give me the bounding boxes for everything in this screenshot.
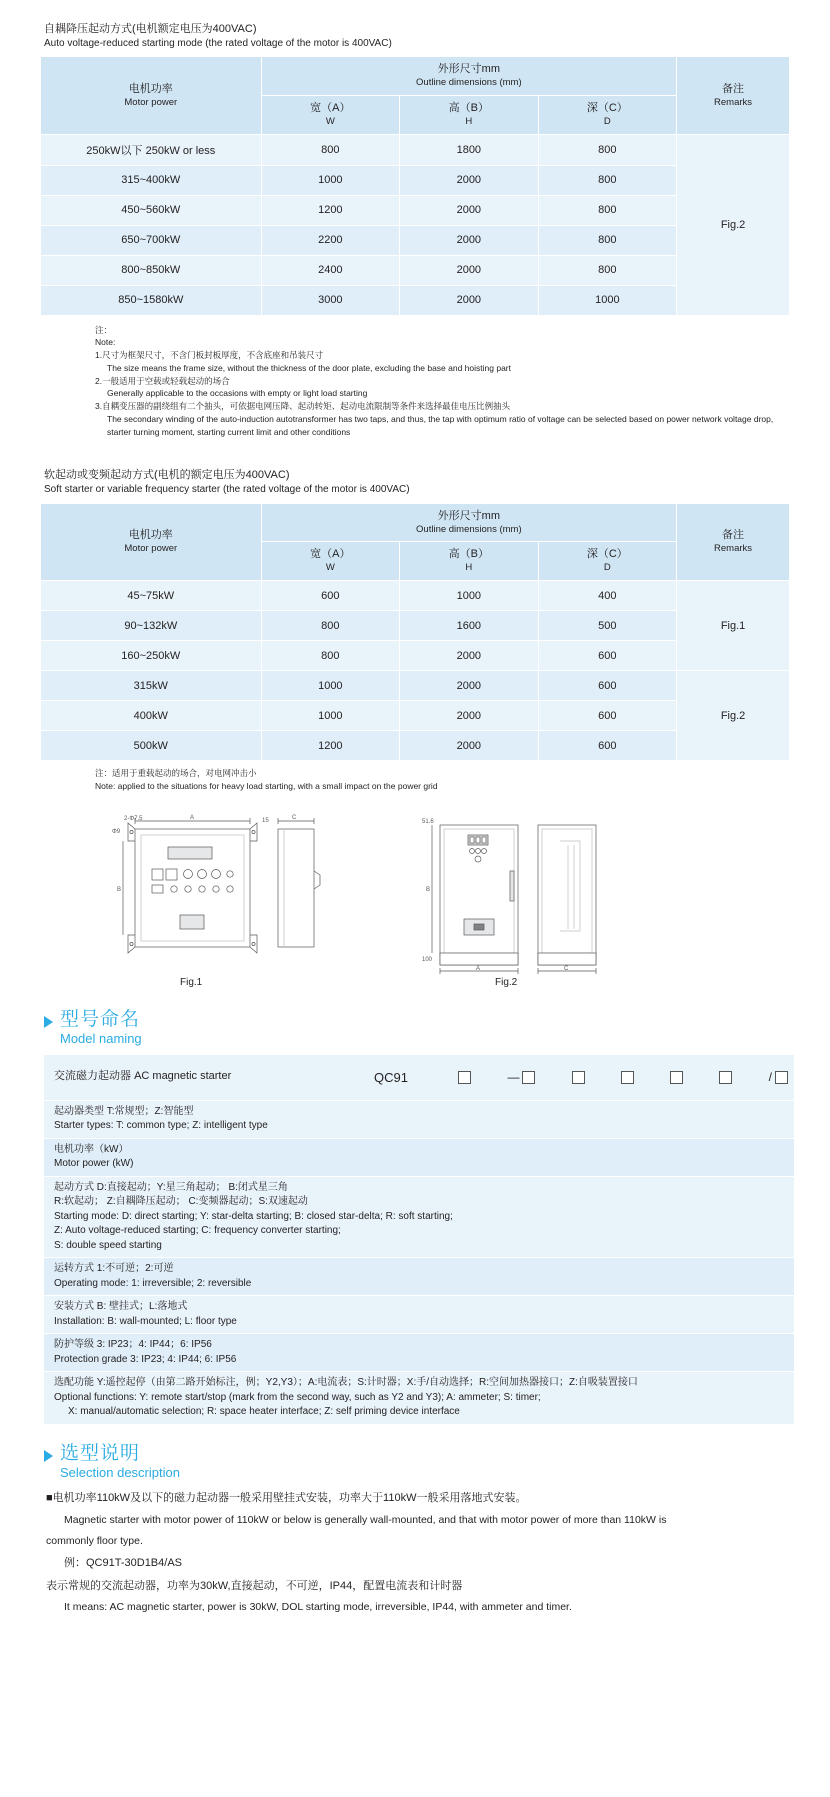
naming-row-en: Starting mode: D: direct starting; Y: star-delta starting; B: closed star-delta; R: soft starting; [54,1210,453,1222]
cell-width: 2400 [261,255,400,285]
svg-text:B: B [426,887,431,894]
naming-row-starter-type [44,1101,794,1139]
section1-notes [95,324,790,439]
naming-row-en: Operating mode: 1: irreversible; 2: reversible [54,1277,252,1289]
naming-row-cn: 安装方式 B: 壁挂式；L:落地式 [54,1301,188,1313]
cell-depth: 800 [538,255,677,285]
model-code: QC91 [374,1069,408,1085]
note-line: The size means the frame size, without the thickness of the door plate, excluding the base and hoisting part [107,362,511,373]
selection-line2-cn: 例：QC91T-30D1B4/AS [64,1557,182,1570]
header-motor-power: 电机功率 Motor power [41,57,262,134]
cell-motor-power: 160~250kW [41,641,262,671]
naming-code-row [44,1055,794,1101]
naming-row-en: Motor power (kW) [54,1158,134,1170]
code-box-protection-grade [719,1071,732,1084]
cell-height: 2000 [400,255,539,285]
naming-row-operating-mode [44,1258,794,1296]
note-line: 3.自耦变压器的副绕组有二个抽头，可依据电网压降、起动转矩、起动电流限制等条件来选择最佳电压比例抽头 [95,401,511,412]
triangle-bullet-icon [44,1016,53,1028]
cell-remark: Fig.1 [677,581,790,671]
cell-height: 2000 [400,731,539,761]
table-row [41,581,790,611]
cell-height: 2000 [400,641,539,671]
cell-depth: 600 [538,731,677,761]
code-box-starting-mode [572,1071,585,1084]
cell-width: 1000 [261,671,400,701]
section2-caption-cn: 软起动或变频起动方式(电机的额定电压为400VAC) [44,469,290,482]
cell-depth: 800 [538,165,677,195]
naming-title-cn: 交流磁力起动器 [54,1070,131,1083]
naming-row-cn: 选配功能 Y:遥控起停（由第二路开始标注，例；Y2,Y3）；A:电流表；S:计时器；X:手/自动选择；R:空间加热器接口；Z:自吸装置接口 [54,1377,638,1389]
naming-row-installation [44,1296,794,1334]
cell-motor-power: 850~1580kW [41,285,262,315]
header-width: 宽（A） W [261,96,400,135]
naming-row-en: Installation: B: wall-mounted; L: floor type [54,1315,237,1327]
naming-row-en: Protection grade 3: IP23; 4: IP44; 6: IP56 [54,1353,237,1365]
selection-title-en: Selection description [60,1464,180,1480]
section1-caption-cn: 自耦降压起动方式(电机额定电压为400VAC) [44,23,257,35]
cell-width: 800 [261,641,400,671]
table-header-row [41,57,790,96]
table-row [41,671,790,701]
naming-row-cn: 运转方式 1:不可逆；2:可逆 [54,1263,174,1275]
cell-motor-power: 800~850kW [41,255,262,285]
cell-motor-power: 250kW以下 250kW or less [41,134,262,165]
header-depth: 深（C） D [538,542,677,581]
cell-motor-power: 650~700kW [41,225,262,255]
soft-starter-table [40,503,790,761]
header-remarks: 备注 Remarks [677,57,790,134]
triangle-bullet-icon [44,1450,53,1462]
code-box-operating-mode [621,1071,634,1084]
note-line: Generally applicable to the occasions with empty or light load starting [107,388,368,399]
fig1-label: Fig.1 [180,977,203,989]
cell-depth: 800 [538,195,677,225]
section2-caption-en: Soft starter or variable frequency starter (the rated voltage of the motor is 400VAC) [44,484,410,496]
cell-width: 1200 [261,731,400,761]
svg-text:C: C [564,966,569,973]
cell-motor-power: 90~132kW [41,611,262,641]
cell-width: 800 [261,611,400,641]
cell-height: 2000 [400,225,539,255]
cell-motor-power: 500kW [41,731,262,761]
header-height: 高（B） H [400,542,539,581]
cell-height: 2000 [400,671,539,701]
section1-caption-en: Auto voltage-reduced starting mode (the rated voltage of the motor is 400VAC) [44,37,392,49]
cell-height: 2000 [400,195,539,225]
note-line: 1.尺寸为框架尺寸，不含门板封板厚度，不含底座和吊装尺寸 [95,350,324,361]
naming-row-optional-functions [44,1372,794,1425]
naming-row-en2: X: manual/automatic selection; R: space heater interface; Z: self priming device interface [68,1406,460,1418]
cell-motor-power: 400kW [41,701,262,731]
selection-title-cn: 选型说明 [60,1442,141,1464]
naming-product-title [44,1063,374,1091]
section2-caption [44,468,790,496]
note-line: The secondary winding of the auto-induction autotransformer has two taps, and thus, the tap with optimum ratio of voltage can be selected based on power network voltage drop, [107,413,774,424]
cell-remark: Fig.2 [677,134,790,315]
selection-line1-cn: ■电机功率110kW及以下的磁力起动器一般采用壁挂式安装，功率大于110kW一般采用落地式安装。 [46,1492,527,1505]
naming-row-starting-mode [44,1177,794,1259]
selection-description-body [46,1488,790,1617]
naming-row-cn2: R:软起动； Z:自耦降压起动； C:变频器起动；S:双速起动 [54,1196,308,1208]
naming-row-cn: 起动方式 D:直接起动；Y:星三角起动； B:闭式星三角 [54,1181,288,1193]
cell-motor-power: 45~75kW [41,581,262,611]
cell-height: 2000 [400,285,539,315]
naming-row-protection-grade [44,1334,794,1372]
naming-row-cn: 防护等级 3: IP23；4: IP44；6: IP56 [54,1339,212,1351]
model-naming-header [44,1009,790,1046]
note-line: Note: [95,337,116,348]
cell-width: 800 [261,134,400,165]
drawings-svg [40,811,790,991]
selection-line1-en: Magnetic starter with motor power of 110kW or below is generally wall-mounted, and that with motor power of more than 110kW is [64,1513,667,1526]
selection-line2-en: It means: AC magnetic starter, power is 30kW, DOL starting mode, irreversible, IP44, with ammeter and timer. [64,1601,572,1614]
naming-title-en: AC magnetic starter [134,1070,232,1083]
code-box-motor-power [522,1071,535,1084]
section1-caption [44,22,790,50]
naming-row-cn: 电机功率（kW） [54,1143,129,1155]
code-box-optional-functions [775,1071,788,1084]
code-slash: / [768,1070,772,1085]
cell-remark: Fig.2 [677,671,790,761]
dimension-drawings [40,811,790,991]
header-outline-dimensions: 外形尺寸mm Outline dimensions (mm) [261,503,677,542]
code-box-installation [670,1071,683,1084]
cell-motor-power: 450~560kW [41,195,262,225]
cell-depth: 500 [538,611,677,641]
selection-description-header [44,1443,790,1480]
cell-motor-power: 315kW [41,671,262,701]
cell-height: 2000 [400,701,539,731]
svg-text:A: A [476,966,481,973]
note-line: 2.一般适用于空载或轻载起动的场合 [95,375,230,386]
cell-depth: 1000 [538,285,677,315]
table-row [41,134,790,165]
note-line: 注：适用于重载起动的场合，对电网冲击小 [95,768,257,779]
naming-row-en: Optional functions: Y: remote start/stop (mark from the second way, such as Y2 and Y3); A: ammeter; S: timer; [54,1391,541,1403]
cell-depth: 800 [538,134,677,165]
svg-text:Φ9: Φ9 [112,829,121,836]
header-outline-dimensions: 外形尺寸mm Outline dimensions (mm) [261,57,677,96]
table-header-row [41,503,790,542]
cell-width: 2200 [261,225,400,255]
cell-depth: 600 [538,701,677,731]
fig2-label: Fig.2 [495,977,518,989]
cell-width: 3000 [261,285,400,315]
model-naming-table [44,1055,794,1425]
svg-text:A: A [190,815,195,822]
cell-width: 1000 [261,701,400,731]
section2-notes [95,767,790,793]
naming-row-motor-power [44,1139,794,1177]
svg-text:100: 100 [422,957,433,964]
svg-text:15: 15 [262,818,269,825]
code-dash: — [507,1070,520,1085]
svg-text:2-Φ7.5: 2-Φ7.5 [124,816,143,823]
cell-width: 1000 [261,165,400,195]
cell-depth: 400 [538,581,677,611]
naming-row-en2: Z: Auto voltage-reduced starting; C: frequency converter starting; [54,1225,341,1237]
header-height: 高（B） H [400,96,539,135]
naming-row-en: Starter types: T: common type; Z: intelligent type [54,1120,268,1132]
model-naming-title-cn: 型号命名 [60,1009,141,1031]
naming-row-en3: S: double speed starting [54,1239,162,1251]
cell-depth: 800 [538,225,677,255]
header-depth: 深（C） D [538,96,677,135]
code-box-starter-type [458,1071,471,1084]
cell-depth: 600 [538,641,677,671]
header-motor-power: 电机功率 Motor power [41,503,262,580]
header-remarks: 备注 Remarks [677,503,790,580]
note-line: Note: applied to the situations for heavy load starting, with a small impact on the power grid [95,781,438,792]
model-naming-title-en: Model naming [60,1031,142,1047]
header-width: 宽（A） W [261,542,400,581]
cell-height: 1000 [400,581,539,611]
svg-text:B: B [117,887,122,894]
svg-text:C: C [292,815,297,822]
cell-height: 1600 [400,611,539,641]
naming-row-cn: 起动器类型 T:常规型；Z:智能型 [54,1105,194,1117]
note-line: starter turning moment, starting current limit and other conditions [107,426,351,437]
cell-height: 2000 [400,165,539,195]
selection-line2-cn2: 表示常规的交流起动器，功率为30kW,直接起动，不可逆，IP44，配置电流表和计时器 [46,1579,463,1592]
svg-text:51.6: 51.6 [422,819,434,826]
cell-height: 1800 [400,134,539,165]
naming-code-boxes [374,1070,794,1085]
note-line: 注： [95,324,113,335]
auto-voltage-table [40,56,790,315]
cell-depth: 600 [538,671,677,701]
cell-width: 600 [261,581,400,611]
cell-width: 1200 [261,195,400,225]
selection-line1-en2: commonly floor type. [46,1535,143,1548]
cell-motor-power: 315~400kW [41,165,262,195]
